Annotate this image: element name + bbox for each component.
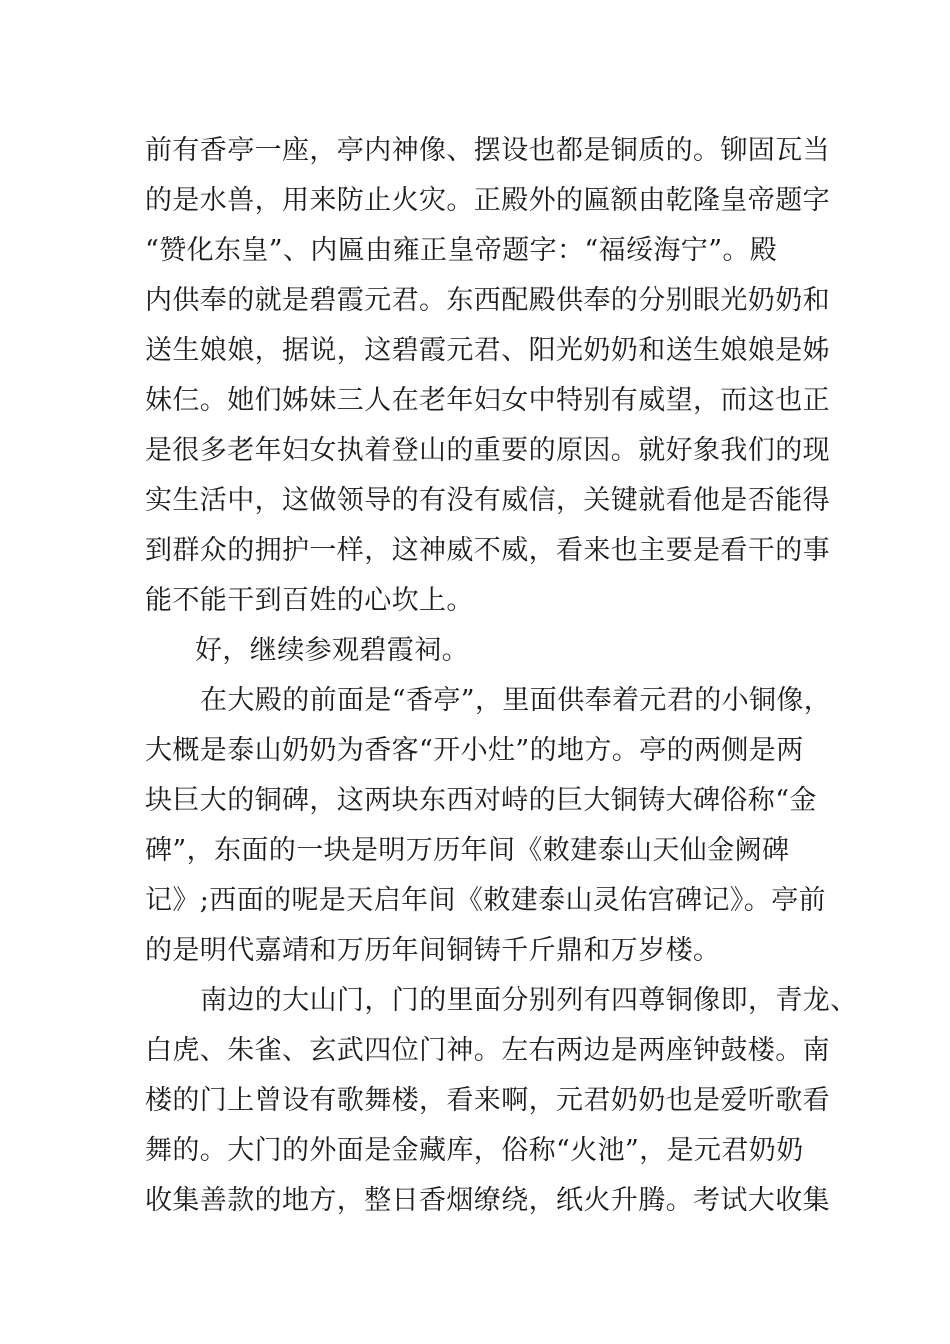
text-line: “赞化东皇”、内匾由雍正皇帝题字：“福绥海宁”。殿 <box>145 235 778 266</box>
text-line: 到群众的拥护一样，这神威不威，看来也主要是看干的事 <box>145 535 830 566</box>
text-line: 实生活中，这做领导的有没有威信，关键就看他是否能得 <box>145 485 830 516</box>
text-line: 碑”，东面的一块是明万历年间《敕建泰山天仙金阙碑 <box>145 835 790 866</box>
text-line: 能不能干到百姓的心坎上。 <box>145 585 474 616</box>
paragraph-start-line: 南边的大山门，门的里面分别列有四尊铜像即，青龙、 <box>200 985 858 1016</box>
text-line: 妹仨。她们姊妹三人在老年妇女中特别有威望，而这也正 <box>145 385 830 416</box>
paragraph-start-line: 好，继续参观碧霞祠。 <box>195 635 469 666</box>
text-line: 前有香亭一座，亭内神像、摆设也都是铜质的。铆固瓦当 <box>145 135 830 166</box>
text-line: 舞的。大门的外面是金藏库，俗称“火池”，是元君奶奶 <box>145 1135 804 1166</box>
text-line: 记》;西面的呢是天启年间《敕建泰山灵佑宫碑记》。亭前 <box>145 885 826 916</box>
text-line: 收集善款的地方，整日香烟缭绕，纸火升腾。考试大收集 <box>145 1185 830 1216</box>
text-line: 白虎、朱雀、玄武四位门神。左右两边是两座钟鼓楼。南 <box>145 1035 830 1066</box>
paragraph-start-line: 在大殿的前面是“香亭”，里面供奉着元君的小铜像， <box>200 685 832 716</box>
text-line: 大概是泰山奶奶为香客“开小灶”的地方。亭的两侧是两 <box>145 735 804 766</box>
text-line: 内供奉的就是碧霞元君。东西配殿供奉的分别眼光奶奶和 <box>145 285 830 316</box>
text-line: 送生娘娘，据说，这碧霞元君、阳光奶奶和送生娘娘是姊 <box>145 335 830 366</box>
text-line: 楼的门上曾设有歌舞楼，看来啊，元君奶奶也是爱听歌看 <box>145 1085 830 1116</box>
text-line: 是很多老年妇女执着登山的重要的原因。就好象我们的现 <box>145 435 830 466</box>
text-line: 的是明代嘉靖和万历年间铜铸千斤鼎和万岁楼。 <box>145 935 721 966</box>
text-line: 块巨大的铜碑，这两块东西对峙的巨大铜铸大碑俗称“金 <box>145 785 817 816</box>
text-line: 的是水兽，用来防止火灾。正殿外的匾额由乾隆皇帝题字 <box>145 185 830 216</box>
